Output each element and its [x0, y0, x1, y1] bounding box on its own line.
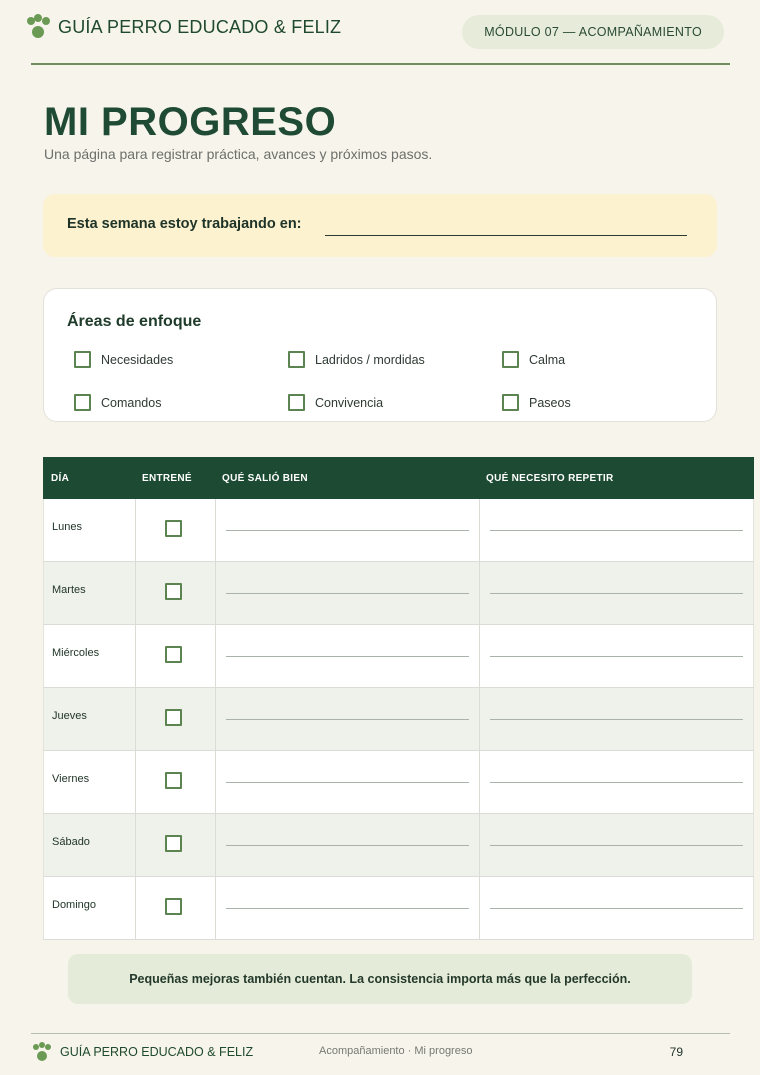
focus-item-label: Necesidades — [101, 352, 174, 367]
page-title: MI PROGRESO — [44, 100, 337, 144]
table-row — [43, 877, 754, 940]
page-number: 79 — [669, 1045, 683, 1059]
trained-checkbox[interactable] — [165, 898, 182, 915]
footer-section: Acompañamiento · Mi progreso — [319, 1045, 473, 1057]
trained-checkbox[interactable] — [165, 583, 182, 600]
trained-checkbox[interactable] — [165, 520, 182, 537]
brand — [26, 14, 341, 40]
footer-brand — [33, 1042, 253, 1062]
module-badge: MÓDULO 07 — ACOMPAÑAMIENTO — [462, 15, 724, 49]
table-row — [43, 688, 754, 751]
trained-checkbox[interactable] — [165, 772, 182, 789]
table-row — [43, 751, 754, 814]
paw-icon — [33, 1042, 52, 1062]
checkbox[interactable] — [288, 351, 305, 368]
column-header-went-well: QUÉ SALIÓ BIEN — [222, 472, 308, 484]
repeat-field[interactable] — [479, 877, 754, 939]
focus-item[interactable] — [502, 394, 571, 411]
focus-item-label: Paseos — [529, 395, 571, 410]
column-header-day: DÍA — [51, 472, 70, 484]
paw-icon — [26, 14, 50, 40]
checkbox[interactable] — [502, 351, 519, 368]
trained-checkbox[interactable] — [165, 646, 182, 663]
repeat-field[interactable] — [479, 499, 754, 561]
went-well-field[interactable] — [215, 814, 479, 876]
focus-item[interactable] — [288, 351, 425, 368]
table-row — [43, 562, 754, 625]
focus-item[interactable] — [288, 394, 383, 411]
went-well-field[interactable] — [215, 625, 479, 687]
day-label: Domingo — [52, 899, 97, 911]
trained-checkbox[interactable] — [165, 709, 182, 726]
week-focus-box — [43, 194, 717, 257]
table-header — [43, 457, 754, 499]
repeat-field[interactable] — [479, 625, 754, 687]
day-label: Lunes — [52, 521, 82, 533]
week-focus-write-line[interactable] — [325, 235, 687, 236]
repeat-field[interactable] — [479, 814, 754, 876]
went-well-field[interactable] — [215, 499, 479, 561]
repeat-field[interactable] — [479, 688, 754, 750]
went-well-field[interactable] — [215, 562, 479, 624]
repeat-field[interactable] — [479, 562, 754, 624]
table-row — [43, 814, 754, 877]
column-header-repeat: QUÉ NECESITO REPETIR — [486, 472, 614, 484]
focus-item-label: Calma — [529, 352, 566, 367]
page-footer — [33, 1040, 723, 1064]
focus-item-label: Comandos — [101, 395, 162, 410]
trained-checkbox[interactable] — [165, 835, 182, 852]
footer-brand-title: GUÍA PERRO EDUCADO & FELIZ — [60, 1045, 254, 1059]
header-divider — [31, 63, 730, 65]
table-row — [43, 499, 754, 562]
page-subtitle: Una página para registrar práctica, avances y próximos pasos. — [44, 146, 433, 162]
focus-item[interactable] — [74, 394, 161, 411]
checkbox[interactable] — [74, 394, 91, 411]
day-label: Sábado — [52, 836, 90, 848]
checkbox[interactable] — [74, 351, 91, 368]
went-well-field[interactable] — [215, 751, 479, 813]
tip-banner: Pequeñas mejoras también cuentan. La consistencia importa más que la perfección. — [68, 954, 692, 1004]
brand-title: GUÍA PERRO EDUCADO & FELIZ — [58, 16, 342, 37]
weekly-tracking-table — [43, 457, 754, 940]
focus-areas-card — [43, 288, 717, 422]
day-label: Viernes — [52, 773, 90, 785]
day-label: Jueves — [52, 710, 87, 722]
day-label: Martes — [52, 584, 86, 596]
checkbox[interactable] — [502, 394, 519, 411]
focus-item-label: Convivencia — [315, 395, 384, 410]
checkbox[interactable] — [288, 394, 305, 411]
focus-item[interactable] — [502, 351, 565, 368]
focus-item[interactable] — [74, 351, 173, 368]
page-header — [26, 14, 730, 50]
repeat-field[interactable] — [479, 751, 754, 813]
footer-divider — [31, 1033, 730, 1034]
table-row — [43, 625, 754, 688]
week-focus-label: Esta semana estoy trabajando en: — [67, 216, 302, 232]
went-well-field[interactable] — [215, 877, 479, 939]
focus-item-label: Ladridos / mordidas — [315, 352, 425, 367]
went-well-field[interactable] — [215, 688, 479, 750]
focus-areas-title: Áreas de enfoque — [67, 313, 202, 330]
day-label: Miércoles — [52, 647, 100, 659]
column-header-trained: ENTRENÉ — [142, 472, 192, 484]
